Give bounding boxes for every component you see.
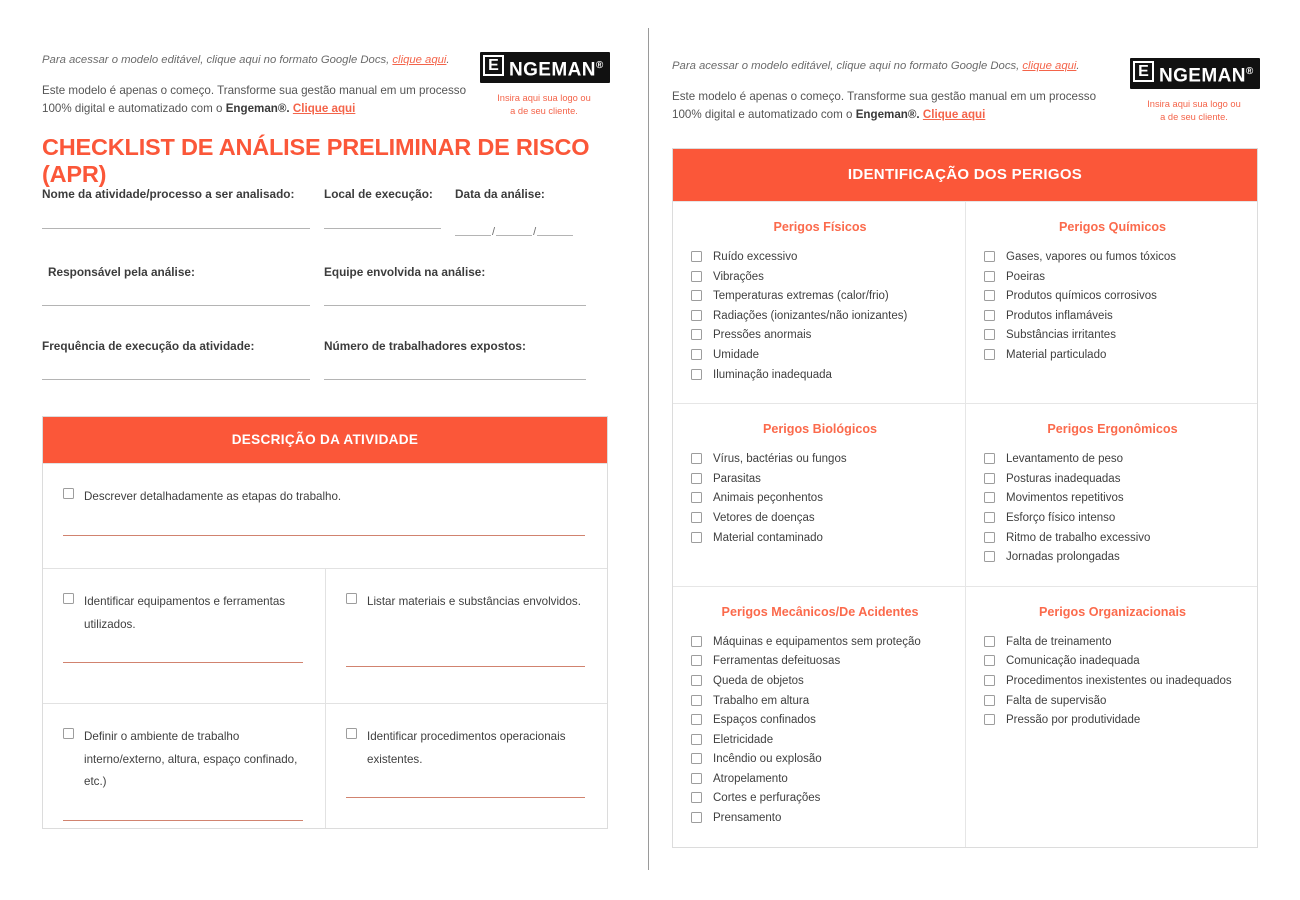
- hazard-label: Comunicação inadequada: [1006, 655, 1140, 668]
- engeman-logo-icon: [1130, 58, 1260, 89]
- checklist-label: Definir o ambiente de trabalho interno/externo, altura, espaço confinado, etc.): [84, 730, 298, 789]
- hazard-item-list: [984, 248, 1241, 365]
- checkbox-icon[interactable]: [691, 753, 702, 764]
- logo-caption: [480, 92, 608, 117]
- field-input-numero-trabalhadores[interactable]: [324, 379, 590, 380]
- logo-word-text: NGEMAN: [509, 59, 596, 81]
- hazard-group-fisicos: [673, 202, 965, 403]
- list-item[interactable]: [691, 307, 949, 326]
- field-input-responsavel[interactable]: [48, 305, 324, 306]
- list-item[interactable]: [691, 346, 949, 365]
- hazard-label: Gases, vapores ou fumos tóxicos: [1006, 251, 1177, 263]
- table-header-descricao: DESCRIÇÃO DA ATIVIDADE: [43, 417, 607, 463]
- hazard-item-list: [691, 248, 949, 384]
- hazard-label: Posturas inadequadas: [1006, 472, 1121, 485]
- list-item[interactable]: [984, 470, 1241, 489]
- logo-wordmark: [504, 55, 604, 80]
- hazard-label: Produtos inflamáveis: [1006, 309, 1113, 322]
- checkbox-icon[interactable]: [346, 728, 357, 739]
- list-item[interactable]: [984, 548, 1241, 567]
- logo-block: [1130, 58, 1258, 123]
- checkbox-icon[interactable]: [691, 655, 702, 666]
- checkbox-icon[interactable]: [691, 734, 702, 745]
- hazard-item-list: [691, 633, 949, 828]
- descricao-atividade-table: [42, 416, 608, 829]
- checkbox-icon[interactable]: [691, 329, 702, 340]
- table-cell: [325, 704, 607, 828]
- table-cell: [43, 464, 607, 568]
- checklist-line[interactable]: [346, 726, 585, 771]
- list-item[interactable]: [691, 470, 949, 489]
- field-input-local-execucao[interactable]: [324, 228, 455, 229]
- field-equipe: [324, 264, 590, 326]
- list-item[interactable]: [691, 326, 949, 345]
- table-row: [43, 463, 607, 568]
- hazard-label: Espaços confinados: [713, 714, 816, 727]
- list-item[interactable]: [984, 326, 1241, 345]
- checkbox-icon[interactable]: [691, 695, 702, 706]
- checkbox-icon[interactable]: [346, 593, 357, 604]
- checkbox-icon[interactable]: [691, 349, 702, 360]
- hazard-label: Vetores de doenças: [713, 511, 815, 524]
- answer-input-line[interactable]: [63, 662, 303, 663]
- page-right: [649, 0, 1300, 900]
- hazard-label: Falta de supervisão: [1006, 694, 1107, 707]
- list-item[interactable]: [691, 789, 949, 808]
- table-row: [43, 703, 607, 828]
- checkbox-icon[interactable]: [984, 271, 995, 282]
- date-day-segment[interactable]: [455, 235, 491, 236]
- hazard-label: Material contaminado: [713, 531, 823, 544]
- list-item[interactable]: [984, 509, 1241, 528]
- intro-line-promo: [672, 88, 1102, 124]
- hazard-label: Levantamento de peso: [1006, 453, 1124, 466]
- list-item[interactable]: [691, 711, 949, 730]
- intro-line2-b: 100% digital e automatizado com o: [672, 107, 856, 121]
- hazard-label: Atropelamento: [713, 772, 788, 785]
- list-item[interactable]: [691, 529, 949, 548]
- field-label: Data da análise:: [455, 187, 545, 201]
- checkbox-icon[interactable]: [691, 492, 702, 503]
- list-item[interactable]: [984, 711, 1241, 730]
- hazard-label: Animais peçonhentos: [713, 492, 823, 505]
- answer-input-line[interactable]: [63, 535, 585, 536]
- list-item[interactable]: [691, 509, 949, 528]
- list-item[interactable]: [691, 770, 949, 789]
- hazard-label: Vibrações: [713, 270, 764, 283]
- list-item[interactable]: [984, 489, 1241, 508]
- logo-caption-line2: a de seu cliente.: [1160, 111, 1228, 122]
- field-label: Frequência de execução da atividade:: [42, 339, 255, 353]
- intro-line1-prefix: Para acessar o modelo editável, clique aqui no formato Google Docs,: [42, 54, 393, 66]
- checkbox-icon[interactable]: [984, 532, 995, 543]
- checkbox-icon[interactable]: [63, 488, 74, 499]
- date-separator-2: /: [533, 225, 537, 238]
- list-item[interactable]: [691, 692, 949, 711]
- table-header-perigos: IDENTIFICAÇÃO DOS PERIGOS: [673, 149, 1257, 201]
- list-item[interactable]: [984, 692, 1241, 711]
- table-cell: [43, 569, 325, 703]
- hazard-label: Ferramentas defeituosas: [713, 655, 841, 668]
- checkbox-icon[interactable]: [984, 349, 995, 360]
- checkbox-icon[interactable]: [984, 329, 995, 340]
- hazard-label: Cortes e perfurações: [713, 792, 821, 805]
- list-item[interactable]: [691, 248, 949, 267]
- intro-line-promo: [42, 82, 472, 118]
- intro-line2-b: 100% digital e automatizado com o: [42, 101, 226, 115]
- field-input-nome-atividade[interactable]: [42, 228, 324, 229]
- checkbox-icon[interactable]: [984, 492, 995, 503]
- checkbox-icon[interactable]: [691, 812, 702, 823]
- list-item[interactable]: [691, 652, 949, 671]
- checklist-line[interactable]: [346, 591, 585, 614]
- checkbox-icon[interactable]: [984, 290, 995, 301]
- checkbox-icon[interactable]: [691, 271, 702, 282]
- list-item[interactable]: [984, 346, 1241, 365]
- hazard-label: Trabalho em altura: [713, 694, 810, 707]
- list-item[interactable]: [691, 750, 949, 769]
- engeman-brand-text: Engeman®.: [225, 101, 290, 115]
- list-item[interactable]: [691, 489, 949, 508]
- field-input-frequencia[interactable]: [42, 379, 324, 380]
- intro-text: [42, 52, 472, 118]
- field-input-data-analise[interactable]: [455, 225, 590, 238]
- intro-line1-suffix: .: [1076, 60, 1080, 72]
- answer-input-line[interactable]: [346, 666, 585, 667]
- hazard-label: Pressões anormais: [713, 329, 812, 342]
- checkbox-icon[interactable]: [63, 728, 74, 739]
- date-year-segment[interactable]: [537, 235, 573, 236]
- checkbox-icon[interactable]: [691, 714, 702, 725]
- field-frequencia: [42, 338, 324, 386]
- hazard-label: Pressão por produtividade: [1006, 714, 1141, 727]
- hazard-group-organizacionais: [965, 587, 1257, 847]
- list-item[interactable]: [984, 268, 1241, 287]
- registered-mark-icon: ®: [1245, 66, 1254, 77]
- identificacao-perigos-table: [672, 148, 1258, 848]
- clique-aqui-link[interactable]: Clique aqui: [922, 107, 986, 121]
- checkbox-icon[interactable]: [691, 290, 702, 301]
- hazard-item-list: [984, 450, 1241, 567]
- checklist-line[interactable]: [63, 726, 303, 794]
- field-numero-trabalhadores: [324, 338, 590, 386]
- checklist-line[interactable]: [63, 486, 585, 509]
- intro-line2-a: Este modelo é apenas o começo. Transforme sua gestão manual em um processo: [42, 83, 467, 97]
- hazard-label: Esforço físico intenso: [1006, 511, 1116, 524]
- list-item[interactable]: [691, 672, 949, 691]
- list-item[interactable]: [984, 450, 1241, 469]
- hazard-group-title: Perigos Químicos: [1058, 220, 1167, 234]
- intro-line1-prefix: Para acessar o modelo editável, clique aqui no formato Google Docs,: [672, 60, 1023, 72]
- checkbox-icon[interactable]: [984, 695, 995, 706]
- checkbox-icon[interactable]: [691, 792, 702, 803]
- hazard-label: Parasitas: [713, 472, 761, 485]
- hazard-label: Máquinas e equipamentos sem proteção: [713, 635, 921, 648]
- logo-caption-line2: a de seu cliente.: [510, 105, 578, 116]
- logo-letter-e: E: [1133, 61, 1154, 82]
- intro-line2-a: Este modelo é apenas o começo. Transforme sua gestão manual em um processo: [672, 89, 1097, 103]
- hazard-label: Material particulado: [1006, 348, 1107, 361]
- hazard-group-title: Perigos Organizacionais: [1039, 604, 1186, 619]
- field-row-2: [42, 248, 590, 326]
- hazard-label: Eletricidade: [713, 733, 774, 746]
- checkbox-icon[interactable]: [63, 593, 74, 604]
- checkbox-icon[interactable]: [984, 714, 995, 725]
- intro-header-left: [42, 52, 608, 118]
- list-item[interactable]: [984, 529, 1241, 548]
- checkbox-icon[interactable]: [691, 251, 702, 262]
- intro-header-right: [672, 58, 1258, 124]
- logo-word-text: NGEMAN: [1159, 65, 1246, 87]
- hazard-row: [673, 403, 1257, 586]
- intro-text: [672, 58, 1102, 124]
- checkbox-icon[interactable]: [691, 636, 702, 647]
- hazard-label: Produtos químicos corrosivos: [1006, 290, 1157, 303]
- field-label: Nome da atividade/processo a ser analisado:: [42, 187, 295, 201]
- list-item[interactable]: [984, 287, 1241, 306]
- checkbox-icon[interactable]: [984, 512, 995, 523]
- list-item[interactable]: [691, 366, 949, 385]
- checkbox-icon[interactable]: [984, 636, 995, 647]
- list-item[interactable]: [691, 287, 949, 306]
- checkbox-icon[interactable]: [691, 369, 702, 380]
- checkbox-icon[interactable]: [984, 473, 995, 484]
- checkbox-icon[interactable]: [691, 512, 702, 523]
- checkbox-icon[interactable]: [984, 453, 995, 464]
- hazard-label: Ruído excessivo: [713, 251, 798, 263]
- hazard-group-title: Perigos Ergonômicos: [1047, 422, 1178, 437]
- hazard-label: Umidade: [713, 348, 760, 361]
- checklist-label: Descrever detalhadamente as etapas do trabalho.: [84, 490, 342, 503]
- registered-mark-icon: ®: [595, 60, 604, 71]
- field-nome-atividade: [42, 186, 324, 248]
- checkbox-icon[interactable]: [691, 532, 702, 543]
- list-item[interactable]: [984, 307, 1241, 326]
- clique-aqui-link[interactable]: Clique aqui: [292, 101, 356, 115]
- list-item[interactable]: [691, 731, 949, 750]
- hazard-group-quimicos: [965, 202, 1257, 403]
- hazard-label: Iluminação inadequada: [713, 368, 832, 381]
- checkbox-icon[interactable]: [691, 473, 702, 484]
- date-separator-1: /: [492, 225, 496, 238]
- intro-line-editable: [672, 58, 1102, 75]
- date-month-segment[interactable]: [496, 235, 532, 236]
- hazard-label: Prensamento: [713, 812, 782, 825]
- checkbox-icon[interactable]: [984, 675, 995, 686]
- hazard-label: Poeiras: [1006, 270, 1045, 283]
- answer-input-line[interactable]: [63, 820, 303, 821]
- field-label: Responsável pela análise:: [48, 265, 195, 279]
- answer-input-line[interactable]: [346, 797, 585, 798]
- hazard-label: Substâncias irritantes: [1006, 329, 1116, 342]
- google-docs-link[interactable]: clique aqui: [392, 54, 447, 66]
- engeman-brand-text: Engeman®.: [855, 107, 920, 121]
- hazard-group-biologicos: [673, 404, 965, 586]
- logo-caption: [1130, 98, 1258, 123]
- table-row: [43, 568, 607, 703]
- list-item[interactable]: [691, 450, 949, 469]
- list-item[interactable]: [984, 652, 1241, 671]
- field-label: Equipe envolvida na análise:: [324, 265, 486, 279]
- checkbox-icon[interactable]: [691, 310, 702, 321]
- logo-caption-line1: Insira aqui sua logo ou: [497, 93, 591, 104]
- google-docs-link[interactable]: clique aqui: [1022, 60, 1077, 72]
- hazard-label: Ritmo de trabalho excessivo: [1006, 531, 1151, 544]
- checklist-line[interactable]: [63, 591, 303, 636]
- table-cell: [325, 569, 607, 703]
- list-item[interactable]: [691, 809, 949, 828]
- checklist-label: Identificar procedimentos operacionais existentes.: [367, 730, 566, 766]
- field-data-analise: [455, 186, 590, 248]
- hazard-label: Temperaturas extremas (calor/frio): [713, 290, 889, 303]
- hazard-label: Falta de treinamento: [1006, 635, 1112, 648]
- hazard-group-title: Perigos Biológicos: [762, 422, 878, 437]
- field-input-equipe[interactable]: [324, 305, 590, 306]
- table-cell: [43, 704, 325, 828]
- hazard-label: Incêndio ou explosão: [713, 753, 822, 766]
- field-responsavel: [42, 264, 324, 326]
- intro-line-editable: [42, 52, 472, 69]
- hazard-label: Procedimentos inexistentes ou inadequados: [1006, 674, 1232, 687]
- hazard-group-ergonomicos: [965, 404, 1257, 586]
- checkbox-icon[interactable]: [691, 453, 702, 464]
- hazard-item-list: [691, 450, 949, 547]
- page-title: CHECKLIST DE ANÁLISE PRELIMINAR DE RISCO (APR): [42, 134, 590, 187]
- logo-caption-line1: Insira aqui sua logo ou: [1147, 99, 1241, 110]
- checkbox-icon[interactable]: [984, 551, 995, 562]
- list-item[interactable]: [984, 248, 1241, 267]
- page-left: [0, 0, 648, 900]
- hazard-label: Movimentos repetitivos: [1006, 492, 1124, 505]
- list-item[interactable]: [691, 268, 949, 287]
- list-item[interactable]: [984, 672, 1241, 691]
- logo-wordmark: [1154, 61, 1254, 86]
- hazard-label: Vírus, bactérias ou fungos: [713, 453, 847, 466]
- hazard-item-list: [984, 633, 1241, 730]
- list-item[interactable]: [984, 633, 1241, 652]
- checkbox-icon[interactable]: [691, 675, 702, 686]
- list-item[interactable]: [691, 633, 949, 652]
- hazard-label: Queda de objetos: [713, 674, 804, 687]
- hazard-group-mecanicos: [673, 587, 965, 847]
- logo-letter-e: E: [483, 55, 504, 76]
- checklist-label: Listar materiais e substâncias envolvidos.: [367, 595, 581, 608]
- field-label: Local de execução:: [324, 187, 433, 201]
- intro-line1-suffix: .: [446, 54, 450, 66]
- field-label: Número de trabalhadores expostos:: [324, 339, 526, 353]
- checkbox-icon[interactable]: [984, 310, 995, 321]
- hazard-group-title: Perigos Mecânicos/De Acidentes: [721, 604, 919, 619]
- checkbox-icon[interactable]: [691, 773, 702, 784]
- logo-block: [480, 52, 608, 117]
- checkbox-icon[interactable]: [984, 251, 995, 262]
- field-row-1: [42, 186, 590, 248]
- hazard-group-title: Perigos Físicos: [773, 220, 867, 234]
- engeman-logo-icon: [480, 52, 610, 83]
- hazard-row: [673, 201, 1257, 403]
- hazard-label: Radiações (ionizantes/não ionizantes): [713, 309, 908, 322]
- field-row-3: [42, 326, 590, 386]
- hazard-label: Jornadas prolongadas: [1006, 551, 1120, 564]
- checkbox-icon[interactable]: [984, 655, 995, 666]
- metadata-fields: [42, 186, 590, 386]
- checklist-label: Identificar equipamentos e ferramentas utilizados.: [84, 595, 286, 631]
- hazard-row: [673, 586, 1257, 847]
- field-local-execucao: [324, 186, 455, 248]
